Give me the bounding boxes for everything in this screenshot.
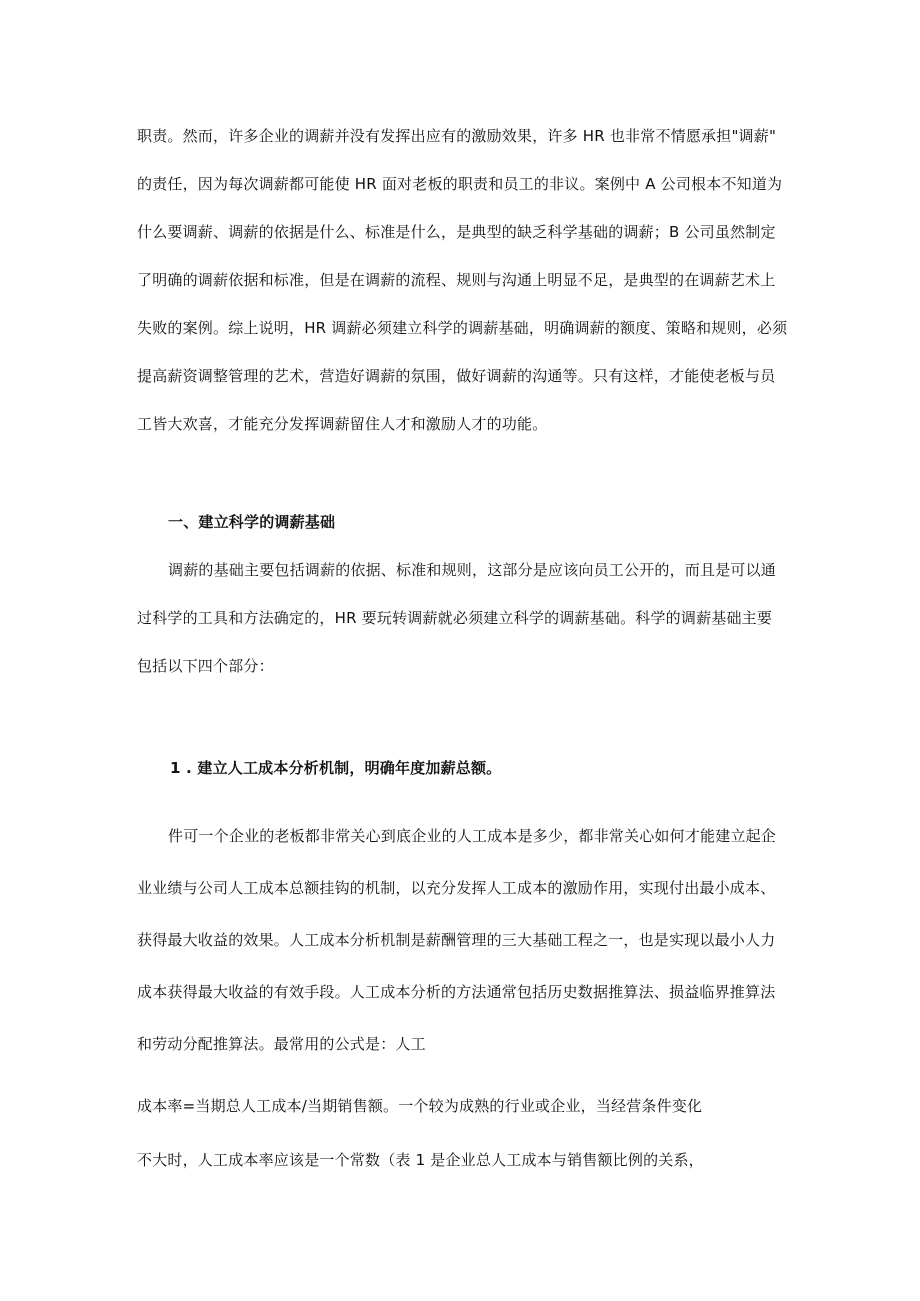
intro-line-6: 提高薪资调整管理的艺术，营造好调薪的氛围，做好调薪的沟通等。只有这样，才能使老板与员: [137, 367, 776, 385]
section-one-heading: 一、建立科学的调薪基础: [168, 513, 336, 531]
subsection-one-line-6: 成本率=当期总人工成本/当期销售额。一个较为成熟的行业或企业，当经营条件变化: [137, 1097, 703, 1115]
subsection-one-line-1: 件可一个企业的老板都非常关心到底企业的人工成本是多少，都非常关心如何才能建立起企: [168, 827, 777, 845]
intro-line-5: 失败的案例。综上说明，HR 调薪必须建立科学的调薪基础，明确调薪的额度、策略和规则，必须: [137, 319, 788, 337]
intro-line-4: 了明确的调薪依据和标准，但是在调薪的流程、规则与沟通上明显不足，是典型的在调薪艺术上: [137, 271, 776, 289]
subsection-one-line-5: 和劳动分配推算法。最常用的公式是：人工: [137, 1035, 426, 1053]
subsection-one-line-2: 业业绩与公司人工成本总额挂钩的机制，以充分发挥人工成本的激励作用，实现付出最小成本、: [137, 879, 776, 897]
intro-line-2: 的责任，因为每次调薪都可能使 HR 面对老板的职责和员工的非议。案例中 A 公司根本不知道为: [137, 175, 783, 193]
subsection-one-line-4: 成本获得最大收益的有效手段。人工成本分析的方法通常包括历史数据推算法、损益临界推算法: [137, 983, 776, 1001]
subsection-one-heading: 1 . 建立人工成本分析机制，明确年度加薪总额。: [170, 759, 502, 777]
subsection-one-line-7: 不大时，人工成本率应该是一个常数（表 1 是企业总人工成本与销售额比例的关系，: [137, 1151, 704, 1169]
intro-line-3: 什么要调薪、调薪的依据是什么、标准是什么，是典型的缺乏科学基础的调薪；B 公司虽然制定: [137, 223, 776, 241]
intro-line-1: 职责。然而，许多企业的调薪并没有发挥出应有的激励效果，许多 HR 也非常不情愿承担"调薪": [137, 127, 777, 145]
section-one-line-3: 包括以下四个部分：: [137, 657, 274, 675]
section-one-line-1: 调薪的基础主要包括调薪的依据、标准和规则，这部分是应该向员工公开的，而且是可以通: [168, 561, 777, 579]
subsection-one-line-3: 获得最大收益的效果。人工成本分析机制是薪酬管理的三大基础工程之一，也是实现以最小人力: [137, 931, 776, 949]
section-one-line-2: 过科学的工具和方法确定的，HR 要玩转调薪就必须建立科学的调薪基础。科学的调薪基础主要: [137, 609, 773, 627]
intro-line-7: 工皆大欢喜，才能充分发挥调薪留住人才和激励人才的功能。: [137, 415, 548, 433]
